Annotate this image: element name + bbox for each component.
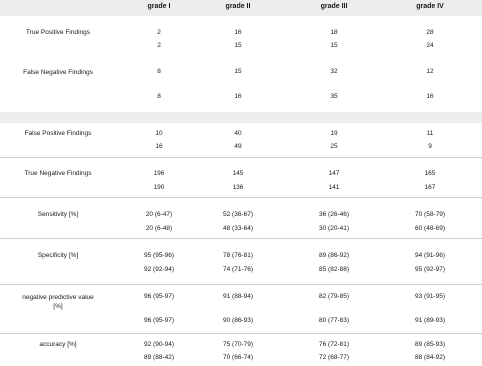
table-cell: 74 (71-76) — [223, 266, 253, 273]
table-cell: 91 (88-94) — [223, 293, 253, 300]
row-divider — [0, 238, 482, 239]
table-cell: 95 (92-97) — [415, 266, 445, 273]
table-cell: 52 (36-67) — [223, 211, 253, 218]
row-label-true-negative: True Negative Findings — [24, 170, 92, 177]
row-divider — [0, 284, 482, 285]
table-cell: 76 (72-81) — [319, 341, 349, 348]
row-separator — [0, 112, 482, 123]
table-cell: 8 — [157, 93, 161, 100]
table-cell: 2 — [157, 29, 161, 36]
column-header-grade-2: grade II — [225, 3, 251, 10]
table-cell: 18 — [330, 29, 338, 36]
table-cell: 2 — [157, 42, 161, 49]
table-cell: 96 (95-97) — [144, 317, 174, 324]
table-cell: 90 (86-93) — [223, 317, 253, 324]
table-cell: 30 (20-41) — [319, 225, 349, 232]
table-cell: 70 (66-74) — [223, 354, 253, 361]
table-cell: 15 — [234, 42, 242, 49]
table-cell: 196 — [153, 170, 165, 177]
table-cell: 15 — [234, 68, 242, 75]
table-cell: 141 — [328, 184, 340, 191]
table-cell: 48 (33-64) — [223, 225, 253, 232]
table-cell: 70 (58-79) — [415, 211, 445, 218]
table-cell: 60 (48-69) — [415, 225, 445, 232]
table-cell: 9 — [428, 143, 432, 150]
table-cell: 88 (84-92) — [415, 354, 445, 361]
table-cell: 16 — [155, 143, 163, 150]
table-cell: 49 — [234, 143, 242, 150]
row-label-false-positive: False Positive Findings — [24, 130, 92, 137]
table-cell: 145 — [232, 170, 244, 177]
table-cell: 89 (85-93) — [415, 341, 445, 348]
table-cell: 20 (6-47) — [145, 211, 173, 218]
table-cell: 85 (82-88) — [319, 266, 349, 273]
row-label-sensitivity: Sensitivity [%] — [37, 211, 79, 218]
table-cell: 78 (76-81) — [223, 252, 253, 259]
table-cell: 35 — [330, 93, 338, 100]
table-cell: 92 (90-94) — [144, 341, 174, 348]
table-cell: 72 (68-77) — [319, 354, 349, 361]
row-divider — [0, 197, 482, 198]
table-cell: 94 (91-96) — [415, 252, 445, 259]
table-cell: 167 — [424, 184, 436, 191]
table-cell: 10 — [155, 130, 163, 137]
row-divider — [0, 333, 482, 334]
table-cell: 25 — [330, 143, 338, 150]
table-cell: 19 — [330, 130, 338, 137]
table-cell: 136 — [232, 184, 244, 191]
column-header-grade-1: grade I — [147, 3, 171, 10]
row-label-npv: negative predictive value [%] — [22, 294, 94, 310]
column-header-grade-4: grade IV — [416, 3, 444, 10]
table-cell: 89 (88-42) — [144, 354, 174, 361]
row-label-specificity: Specificity [%] — [37, 252, 79, 259]
table-cell: 20 (6-48) — [145, 225, 173, 232]
table-cell: 40 — [234, 130, 242, 137]
table-cell: 32 — [330, 68, 338, 75]
row-divider — [0, 157, 482, 158]
row-label-true-positive: True Positive Findings — [25, 29, 91, 36]
table-cell: 165 — [424, 170, 436, 177]
row-label-accuracy: accuracy [%] — [39, 341, 77, 348]
table-cell: 12 — [426, 68, 434, 75]
table-cell: 16 — [234, 93, 242, 100]
table-cell: 80 (77-83) — [319, 317, 349, 324]
table-cell: 75 (70-79) — [223, 341, 253, 348]
table-cell: 93 (91-95) — [415, 293, 445, 300]
table-cell: 96 (95-97) — [144, 293, 174, 300]
row-label-false-negative: False Negative Findings — [23, 69, 93, 76]
table-cell: 15 — [330, 42, 338, 49]
table-cell: 92 (92-94) — [144, 266, 174, 273]
table-cell: 91 (89-93) — [415, 317, 445, 324]
table-cell: 16 — [234, 29, 242, 36]
table-cell: 16 — [426, 93, 434, 100]
table-cell: 82 (79-85) — [319, 293, 349, 300]
table-cell: 36 (26-46) — [319, 211, 349, 218]
column-header-grade-3: grade III — [320, 3, 348, 10]
table-cell: 190 — [153, 184, 165, 191]
table-cell: 95 (95-96) — [144, 252, 174, 259]
table-cell: 8 — [157, 68, 161, 75]
table-cell: 28 — [426, 29, 434, 36]
table-cell: 24 — [426, 42, 434, 49]
table-cell: 147 — [328, 170, 340, 177]
table-cell: 89 (86-92) — [319, 252, 349, 259]
table-cell: 11 — [426, 130, 434, 137]
